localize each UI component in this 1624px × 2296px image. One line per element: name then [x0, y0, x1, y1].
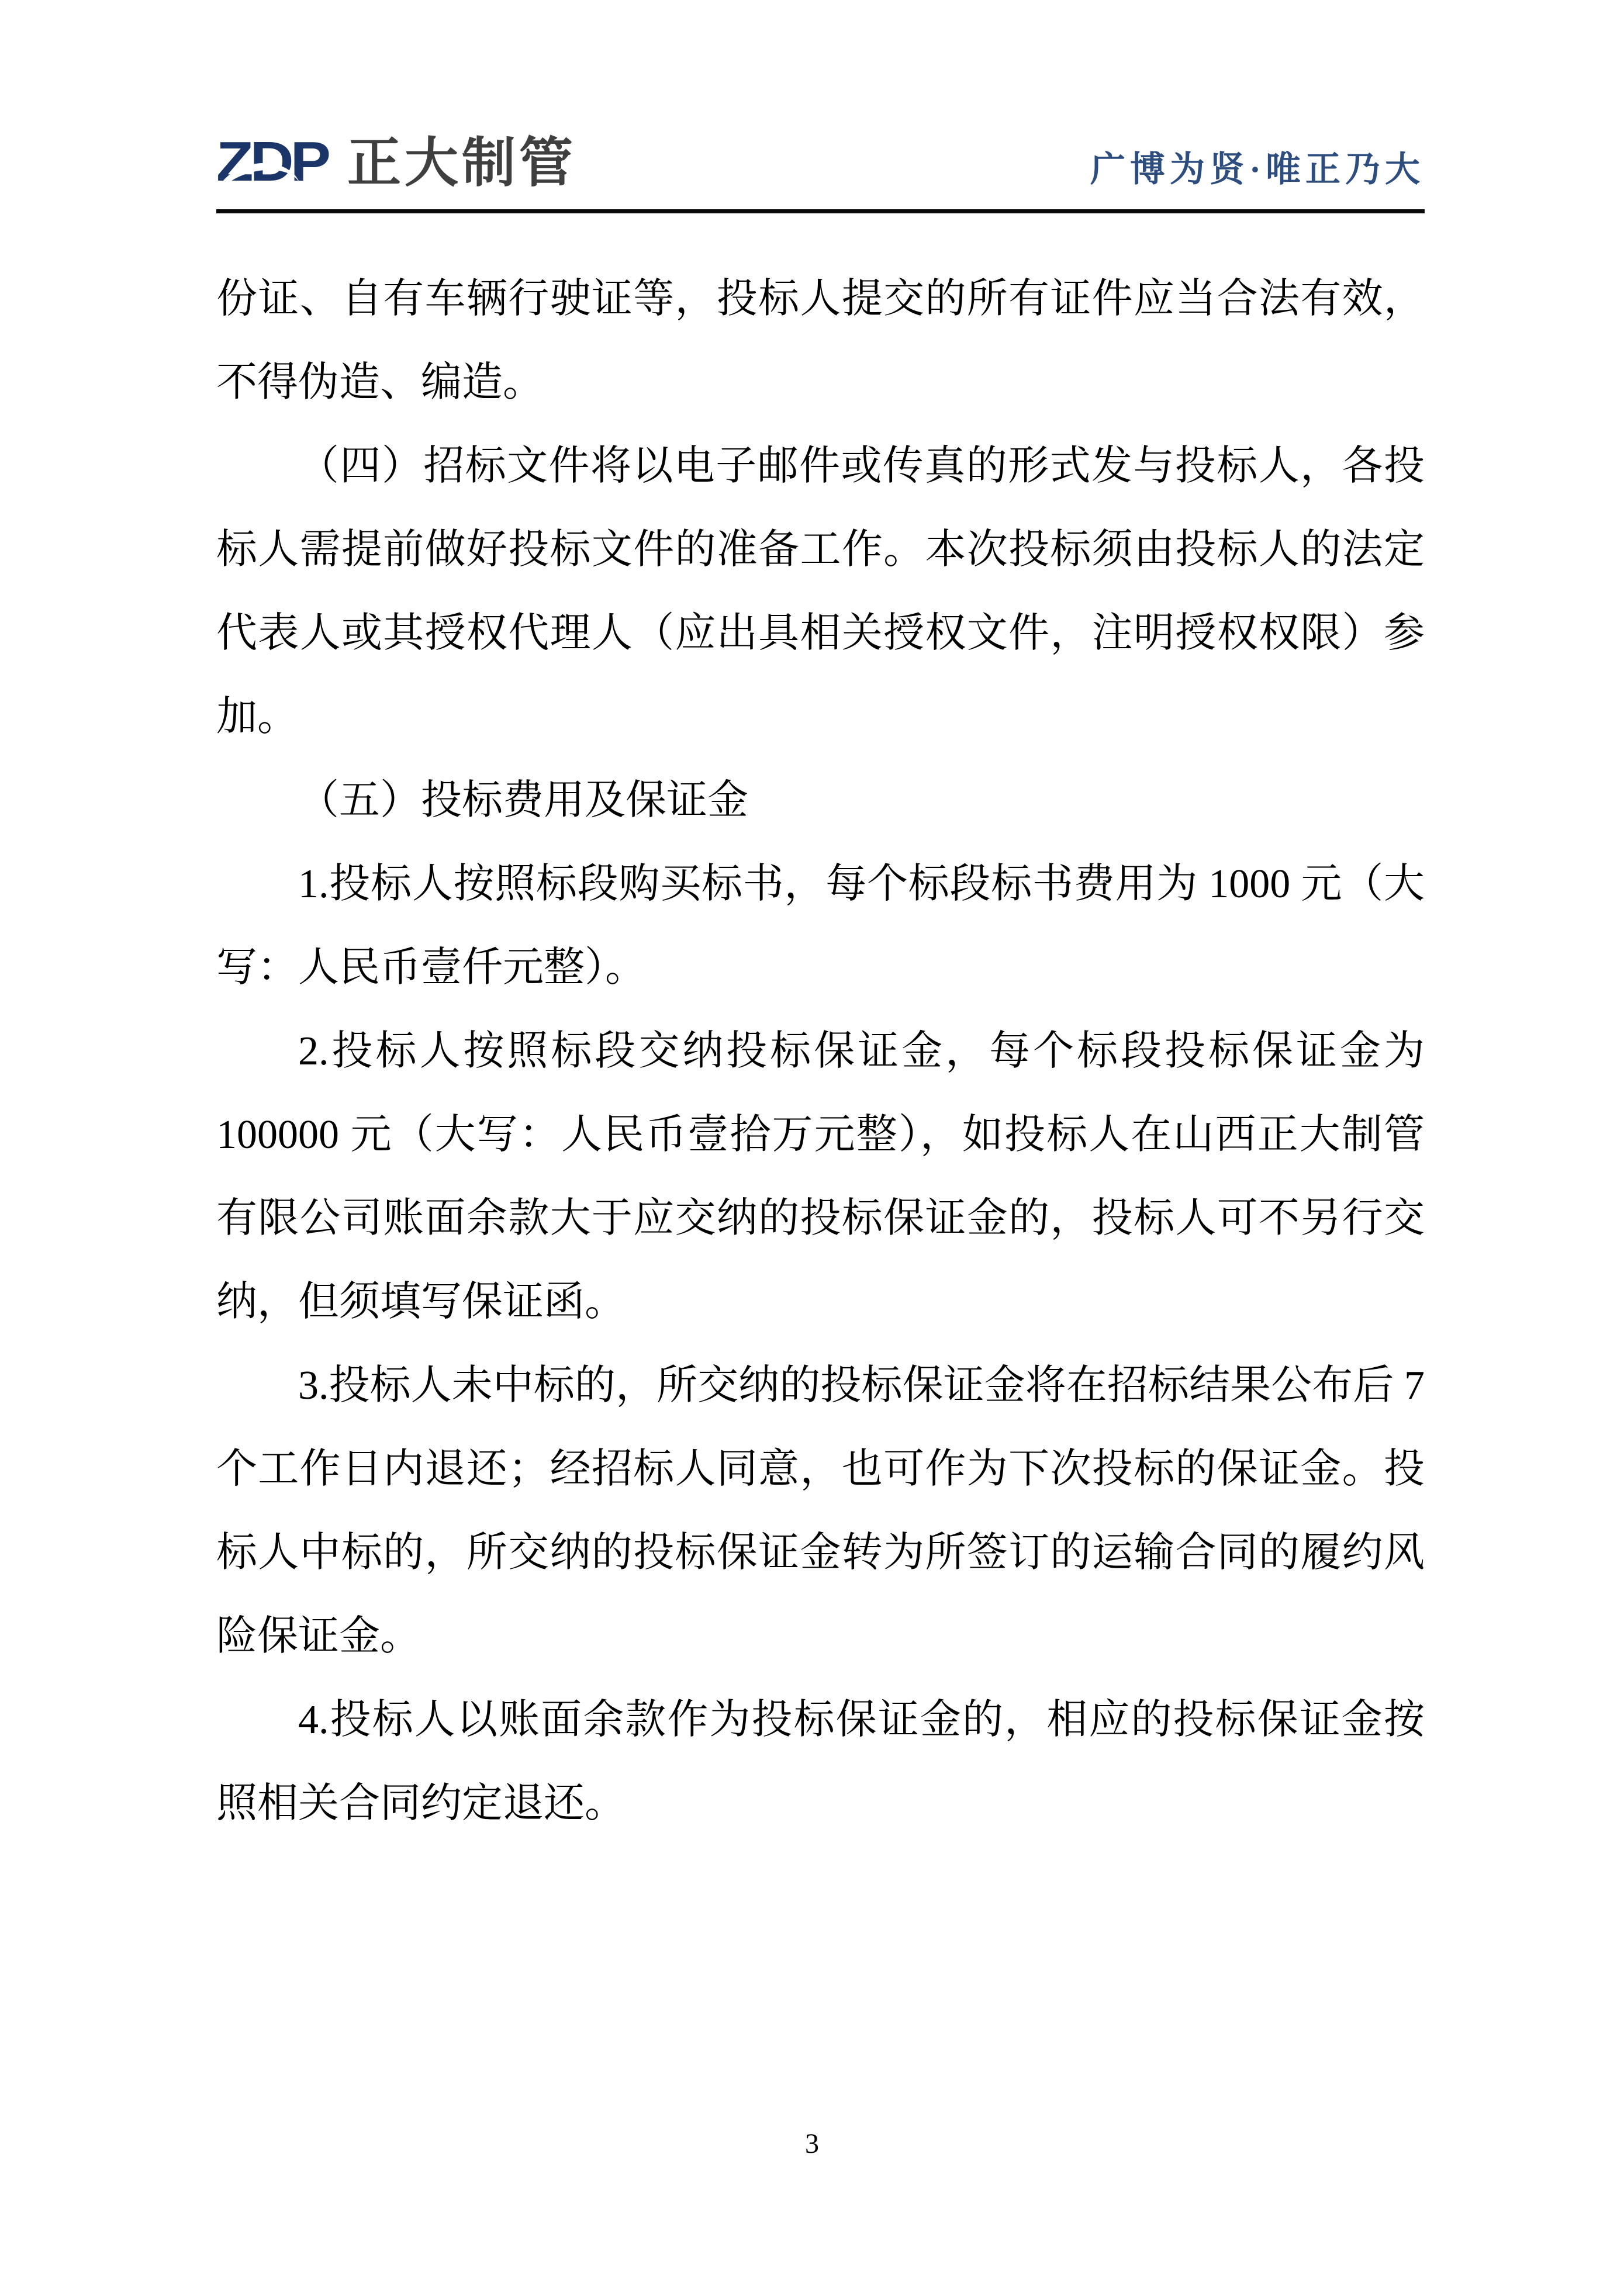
paragraph-continuation: 份证、自有车辆行驶证等，投标人提交的所有证件应当合法有效，不得伪造、编造。: [216, 276, 1425, 405]
company-slogan: 广博为贤·唯正乃大: [1090, 150, 1425, 189]
paragraph-item-2: 2.投标人按照标段交纳投标保证金，每个标段投标保证金为 100000 元（大写：人民币壹拾万元整），如投标人在山西正大制管有限公司账面余款大于应交纳的投标保证金的，投标人可不另行交纳，但须填写保证函。: [216, 1029, 1425, 1325]
paragraph-section-5-heading: （五）投标费用及保证金: [298, 778, 748, 823]
paragraph-item-3: 3.投标人未中标的，所交纳的投标保证金将在招标结果公布后 7 个工作日内退还；经招标人同意，也可作为下次投标的保证金。投标人中标的，所交纳的投标保证金转为所签订的运输合同的履约风险保证金。: [216, 1363, 1425, 1659]
document-body: [216, 257, 1425, 1845]
zdp-logo-mark: ZDP: [216, 130, 327, 193]
paragraph-item-4: 4.投标人以账面余款作为投标保证金的，相应的投标保证金按照相关合同约定退还。: [216, 1697, 1425, 1826]
paragraph-item-1: 1.投标人按照标段购买标书，每个标段标书费用为 1000 元（大写：人民币壹仟元整）。: [216, 862, 1425, 990]
header-divider: [216, 209, 1425, 213]
paragraph-section-4: （四）招标文件将以电子邮件或传真的形式发与投标人，各投标人需提前做好投标文件的准备工作。本次投标须由投标人的法定代表人或其授权代理人（应出具相关授权文件，注明授权权限）参加。: [216, 444, 1425, 739]
page-header: [216, 132, 1425, 208]
company-name: 正大制管: [347, 133, 577, 193]
company-logo: [216, 132, 576, 192]
page-number: 3: [805, 2128, 819, 2159]
